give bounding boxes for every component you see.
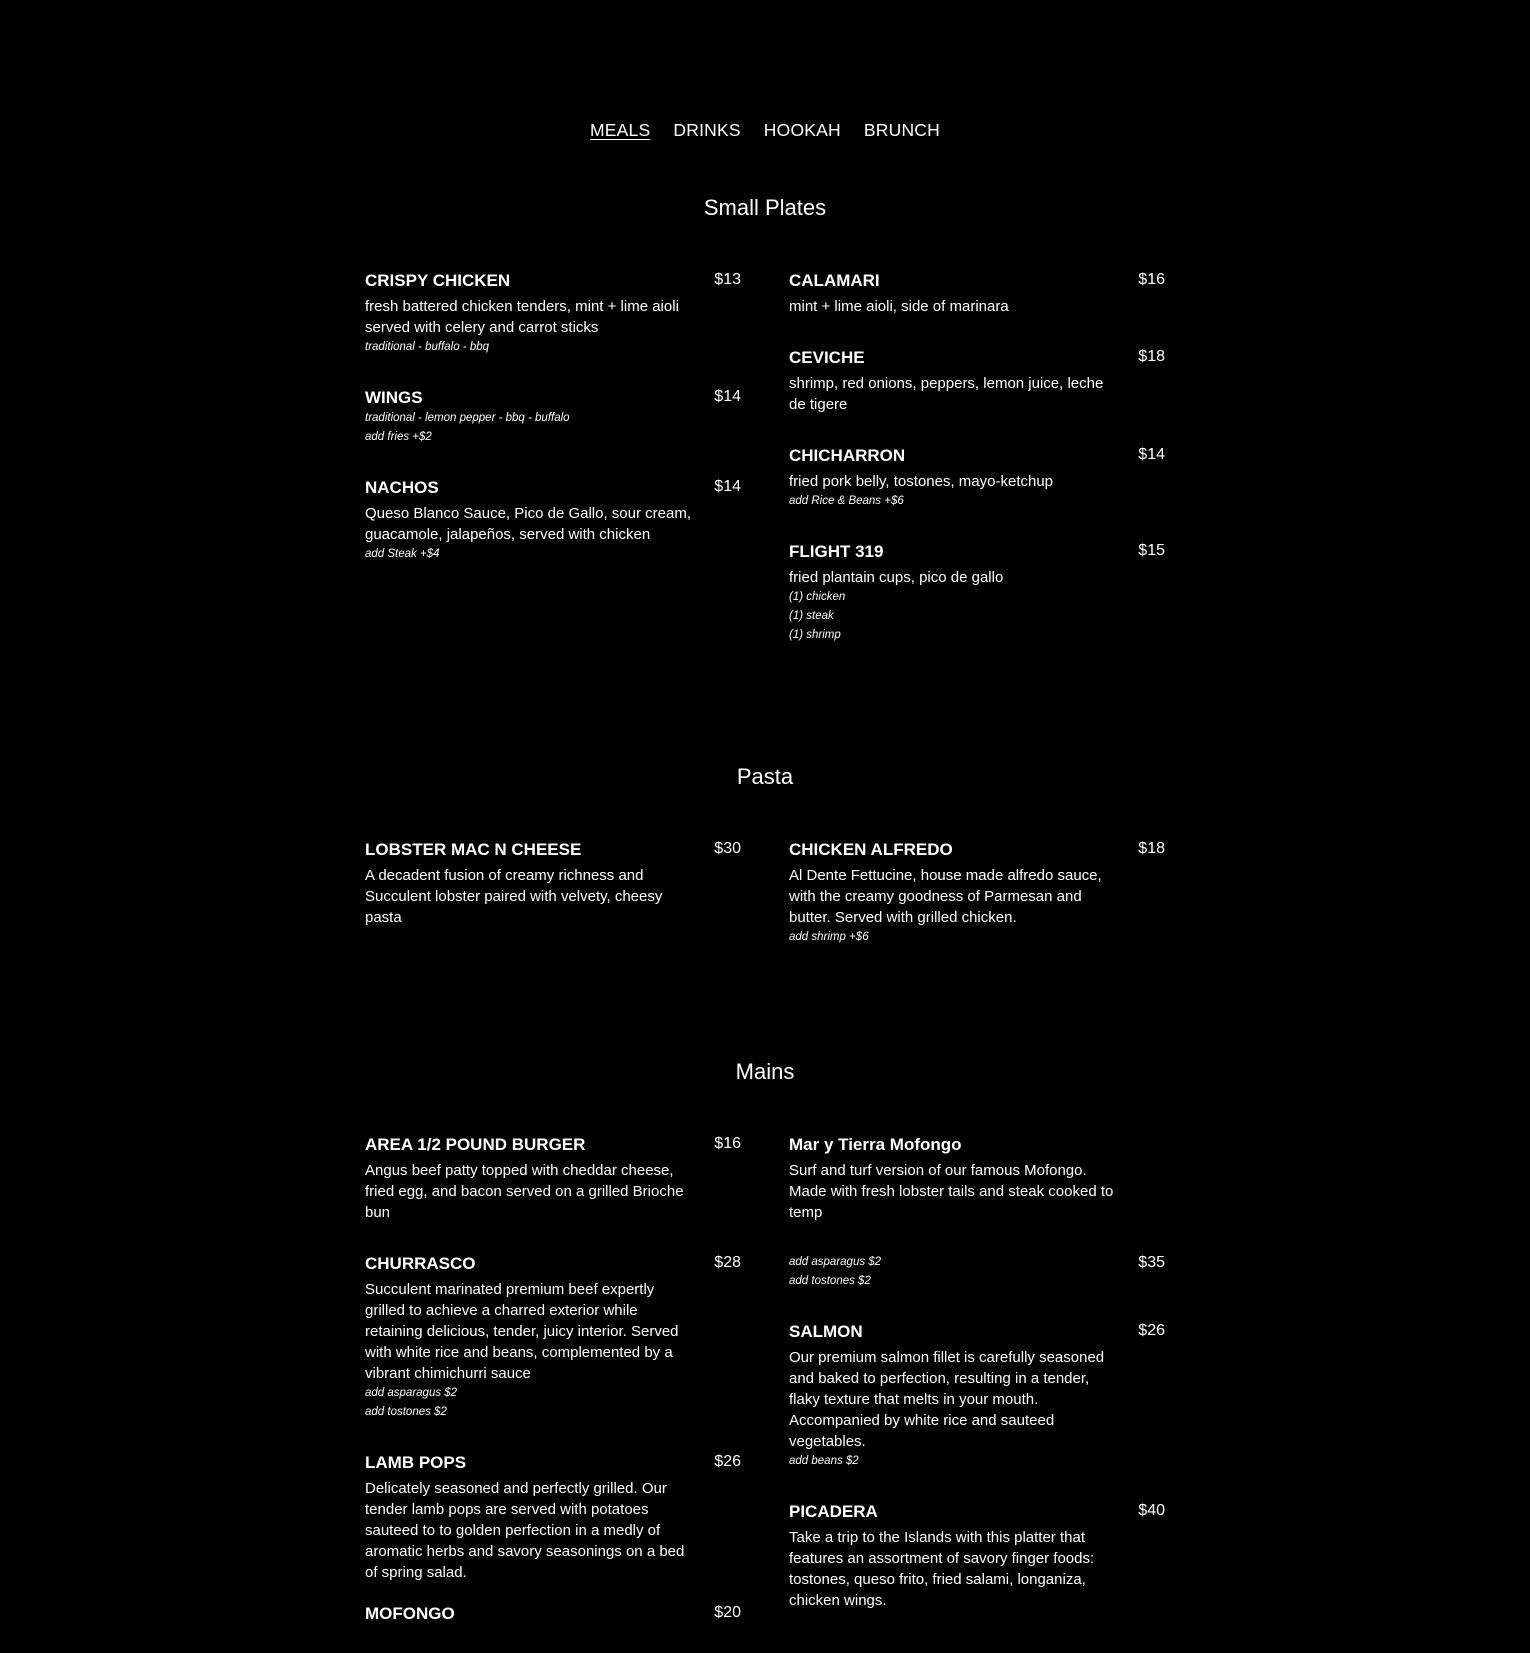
section-title-small-plates: Small Plates (703, 195, 827, 220)
item-note: add tostones $2 (789, 1275, 871, 1287)
item-description: shrimp, red onions, peppers, lemon juice, leche de tigere (789, 375, 1104, 413)
nav-tab-brunch[interactable]: BRUNCH (863, 120, 940, 140)
item-price: $16 (1138, 271, 1165, 288)
item-price: $26 (714, 1453, 741, 1470)
item-price: $30 (714, 840, 741, 857)
menu-item-flight-319 (789, 541, 1165, 645)
pasta-right-column (789, 839, 1165, 975)
item-name: Mar y Tierra Mofongo (789, 1135, 962, 1154)
item-note: add asparagus $2 (789, 1256, 882, 1268)
item-description: Al Dente Fettucine, house made alfredo sauce, with the creamy goodness of Parmesan and butter. Served with grilled chicken. (789, 867, 1102, 926)
item-name: SALMON (789, 1322, 863, 1341)
item-note: add Steak +$4 (365, 548, 440, 560)
item-description: mint + lime aioli, side of marinara (789, 298, 1009, 315)
menu-item-ceviche (789, 347, 1165, 415)
menu-item-salmon (789, 1321, 1165, 1471)
item-name: LAMB POPS (365, 1453, 467, 1472)
menu-item-picadera (789, 1501, 1165, 1611)
nav-tab-drinks[interactable]: DRINKS (673, 120, 741, 140)
item-description: Our premium salmon fillet is carefully seasoned and baked to perfection, resulting in a tender, flaky texture that melts in your mouth. Accompanied by white rice and sauteed vegetables. (789, 1349, 1105, 1450)
section-title-pasta: Pasta (736, 764, 794, 789)
item-description: Delicately seasoned and perfectly grilled. Our tender lamb pops are served with potatoes sauteed to to golden perfection in a medly of aromatic herbs and savory seasonings on a bed of spring salad. (365, 1480, 685, 1581)
menu-item-chicken-alfredo (789, 839, 1165, 947)
nav-tab-hookah[interactable]: HOOKAH (763, 120, 841, 140)
item-note: add shrimp +$6 (789, 931, 869, 943)
item-name: MOFONGO (365, 1604, 455, 1623)
item-description: A decadent fusion of creamy richness and Succulent lobster paired with velvety, cheesy pasta (365, 867, 663, 926)
item-price: $13 (714, 271, 741, 288)
item-price: $40 (1138, 1502, 1165, 1519)
menu-item-calamari (789, 270, 1165, 317)
menu-item-mofongo (365, 1603, 741, 1625)
item-price: $28 (714, 1254, 741, 1271)
section-title-mains: Mains (735, 1059, 795, 1084)
item-description: fresh battered chicken tenders, mint + lime aioli served with celery and carrot sticks (365, 298, 679, 336)
menu-item-crispy-chicken (365, 270, 741, 357)
item-note: traditional - buffalo - bbq (365, 341, 490, 353)
item-name: AREA 1/2 POUND BURGER (365, 1135, 586, 1154)
item-name: NACHOS (365, 478, 439, 497)
item-price: $14 (714, 478, 741, 495)
item-description: Angus beef patty topped with cheddar cheese, fried egg, and bacon served on a grilled Brioche bun (365, 1162, 684, 1221)
item-name: WINGS (365, 388, 423, 407)
small-plates-right-column (789, 270, 1165, 673)
item-price: $15 (1138, 542, 1165, 559)
item-name: CRISPY CHICKEN (365, 271, 511, 290)
item-description: fried pork belly, tostones, mayo-ketchup (789, 473, 1054, 490)
menu-item-chicharron (789, 445, 1165, 511)
menu-item-churrasco (365, 1253, 741, 1422)
item-price: $18 (1138, 840, 1165, 857)
item-name: PICADERA (789, 1502, 878, 1521)
item-note: add asparagus $2 (365, 1387, 458, 1399)
item-description: Queso Blanco Sauce, Pico de Gallo, sour cream, guacamole, jalapeños, served with chicken (365, 505, 692, 543)
item-name: FLIGHT 319 (789, 542, 884, 561)
mains-left-column (365, 1134, 741, 1653)
small-plates-left-column (365, 270, 741, 592)
menu-item-nachos (365, 477, 741, 564)
nav-tab-meals[interactable]: MEALS (590, 120, 651, 140)
item-note: add tostones $2 (365, 1406, 447, 1418)
item-note: add Rice & Beans +$6 (789, 495, 904, 507)
item-price: $20 (714, 1604, 741, 1621)
item-price: $35 (1138, 1254, 1165, 1271)
item-description: Surf and turf version of our famous Mofongo. Made with fresh lobster tails and steak cooked to temp (789, 1162, 1114, 1221)
item-price: $14 (714, 388, 741, 405)
item-name: CEVICHE (789, 348, 865, 367)
menu-item-area-burger (365, 1134, 741, 1223)
item-price: $26 (1138, 1322, 1165, 1339)
mains-right-column (789, 1134, 1165, 1639)
menu-item-lobster-mac-n-cheese (365, 839, 741, 928)
menu-item-wings (365, 387, 741, 447)
item-note: (1) chicken (789, 591, 846, 603)
item-note: add beans $2 (789, 1455, 859, 1467)
item-description: Take a trip to the Islands with this platter that features an assortment of savory finger foods: tostones, queso frito, fried salami, longaniza, chicken wings. (789, 1529, 1095, 1609)
item-name: CALAMARI (789, 271, 880, 290)
item-note: traditional - lemon pepper - bbq - buffalo (365, 412, 570, 424)
item-description: Succulent marinated premium beef expertly grilled to achieve a charred exterior while retaining delicious, tender, juicy interior. Served with white rice and beans, complemented by a vibrant chimichurri sauce (365, 1281, 679, 1382)
item-price: $18 (1138, 348, 1165, 365)
item-note: (1) steak (789, 610, 834, 622)
item-addons (789, 1253, 1165, 1291)
menu-item-lamb-pops (365, 1452, 741, 1583)
item-name: CHURRASCO (365, 1254, 476, 1273)
item-note: (1) shrimp (789, 629, 841, 641)
menu-category-nav (0, 120, 1530, 141)
item-name: CHICKEN ALFREDO (789, 840, 953, 859)
item-description: fried plantain cups, pico de gallo (789, 569, 1004, 586)
item-name: LOBSTER MAC N CHEESE (365, 840, 582, 859)
item-name: CHICHARRON (789, 446, 906, 465)
pasta-left-column (365, 839, 741, 956)
menu-item-mar-y-tierra-mofongo (789, 1134, 1165, 1291)
item-price: $16 (714, 1135, 741, 1152)
item-price: $14 (1138, 446, 1165, 463)
item-note: add fries +$2 (365, 431, 432, 443)
